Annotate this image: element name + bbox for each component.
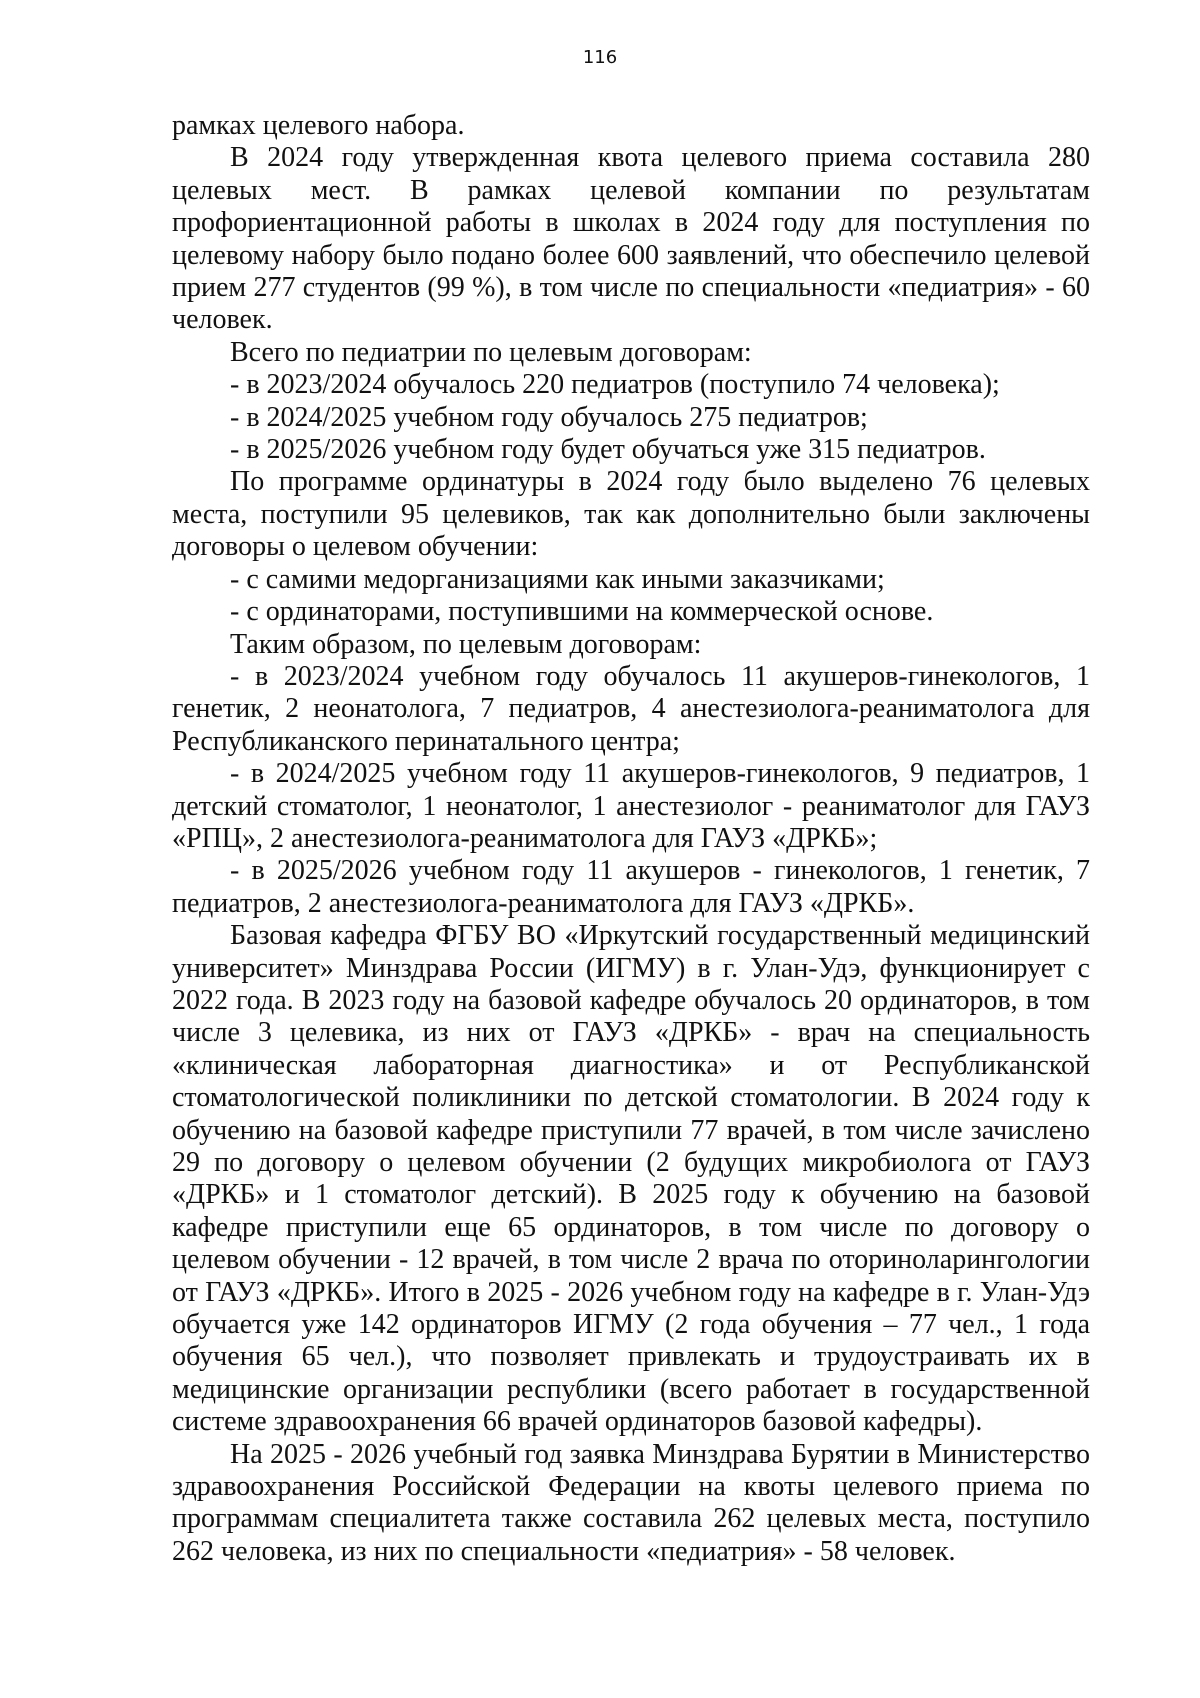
paragraph-quota-2024: В 2024 году утвержденная квота целевого приема составила 280 целевых мест. В рамках целевой компании по результатам профориентационной работы в школах в 2024 году для поступления по целевому набору было подано более 600 заявлений, что обеспечило целевой прием 277 студентов (99 %), в том числе по специальности «педиатрия» - 60 человек. [172,142,1090,336]
list-item-perinatal-2025-2026: - в 2025/2026 учебном году 11 акушеров - гинекологов, 1 генетик, 7 педиатров, 2 анестезиолога-реаниматолога для ГАУЗ «ДРКБ». [172,855,1090,919]
list-item-2024-2025: - в 2024/2025 учебном году обучалось 275 педиатров; [230,401,868,433]
list-item-2025-2026: - в 2025/2026 учебном году будет обучаться уже 315 педиатров. [230,434,986,466]
list-item-perinatal-2023-2024: - в 2023/2024 учебном году обучалось 11 акушеров-гинекологов, 1 генетик, 2 неонатолога, 7 педиатров, 4 анестезиолога-реаниматолога для Республиканского перинатального центра; [172,660,1090,757]
list-item-perinatal-2024-2025: - в 2024/2025 учебном году 11 акушеров-гинекологов, 9 педиатров, 1 детский стоматолог, 1 неонатолог, 1 анестезиолог - реаниматолог для ГАУЗ «РПЦ», 2 анестезиолога-реаниматолога для ГАУЗ «ДРКБ»; [172,758,1090,854]
paragraph-thus-intro: Таким образом, по целевым договорам: [230,628,702,660]
document-body [172,110,1090,1568]
paragraph-pediatrics-intro: Всего по педиатрии по целевым договорам: [230,336,752,368]
list-item-2023-2024: - в 2023/2024 обучалось 220 педиатров (поступило 74 человека); [230,369,1000,401]
paragraph-application-2025-2026: На 2025 - 2026 учебный год заявка Минздрава Бурятии в Министерство здравоохранения Российской Федерации на квоты целевого приема по программам специалитета также составила 262 целевых места, поступило 262 человека, из них по специальности «педиатрия» - 58 человек. [172,1438,1090,1567]
paragraph-base-department: Базовая кафедра ФГБУ ВО «Иркутский государственный медицинский университет» Минздрава России (ИГМУ) в г. Улан-Удэ, функционирует с 2022 года. В 2023 году на базовой кафедре обучалось 20 ординаторов, в том числе 3 целевика, из них от ГАУЗ «ДРКБ» - врач на специальность «клиническая лабораторная диагностика» и от Республиканской стоматологической поликлиники по детской стоматологии. В 2024 году к обучению на базовой кафедре приступили 77 врачей, в том числе зачислено 29 по договору о целевом обучении (2 будущих микробиолога от ГАУЗ «ДРКБ» и 1 стоматолог детский). В 2025 году к обучению на базовой кафедре приступили еще 65 ординаторов, в том числе по договору о целевом обучении - 12 врачей, в том числе 2 врача по оториноларингологии от ГАУЗ «ДРКБ». Итого в 2025 - 2026 учебном году на кафедре в г. Улан-Удэ обучается уже 142 ординаторов ИГМУ (2 года обучения – 77 чел., 1 года обучения 65 чел.), что позволяет привлекать и трудоустраивать их в медицинские организации республики (всего работает в государственной системе здравоохранения 66 врачей ординаторов базовой кафедры). [172,920,1090,1438]
page-number: 116 [582,47,618,68]
paragraph-target-enrollment-end: рамках целевого набора. [172,110,465,141]
list-item-commercial-residents: - с ординаторами, поступившими на коммерческой основе. [230,596,934,628]
paragraph-residency-2024: По программе ординатуры в 2024 году было выделено 76 целевых места, поступили 95 целевиков, так как дополнительно были заключены договоры о целевом обучении: [172,466,1090,563]
list-item-medical-organizations: - с самими медорганизациями как иными заказчиками; [230,563,885,595]
